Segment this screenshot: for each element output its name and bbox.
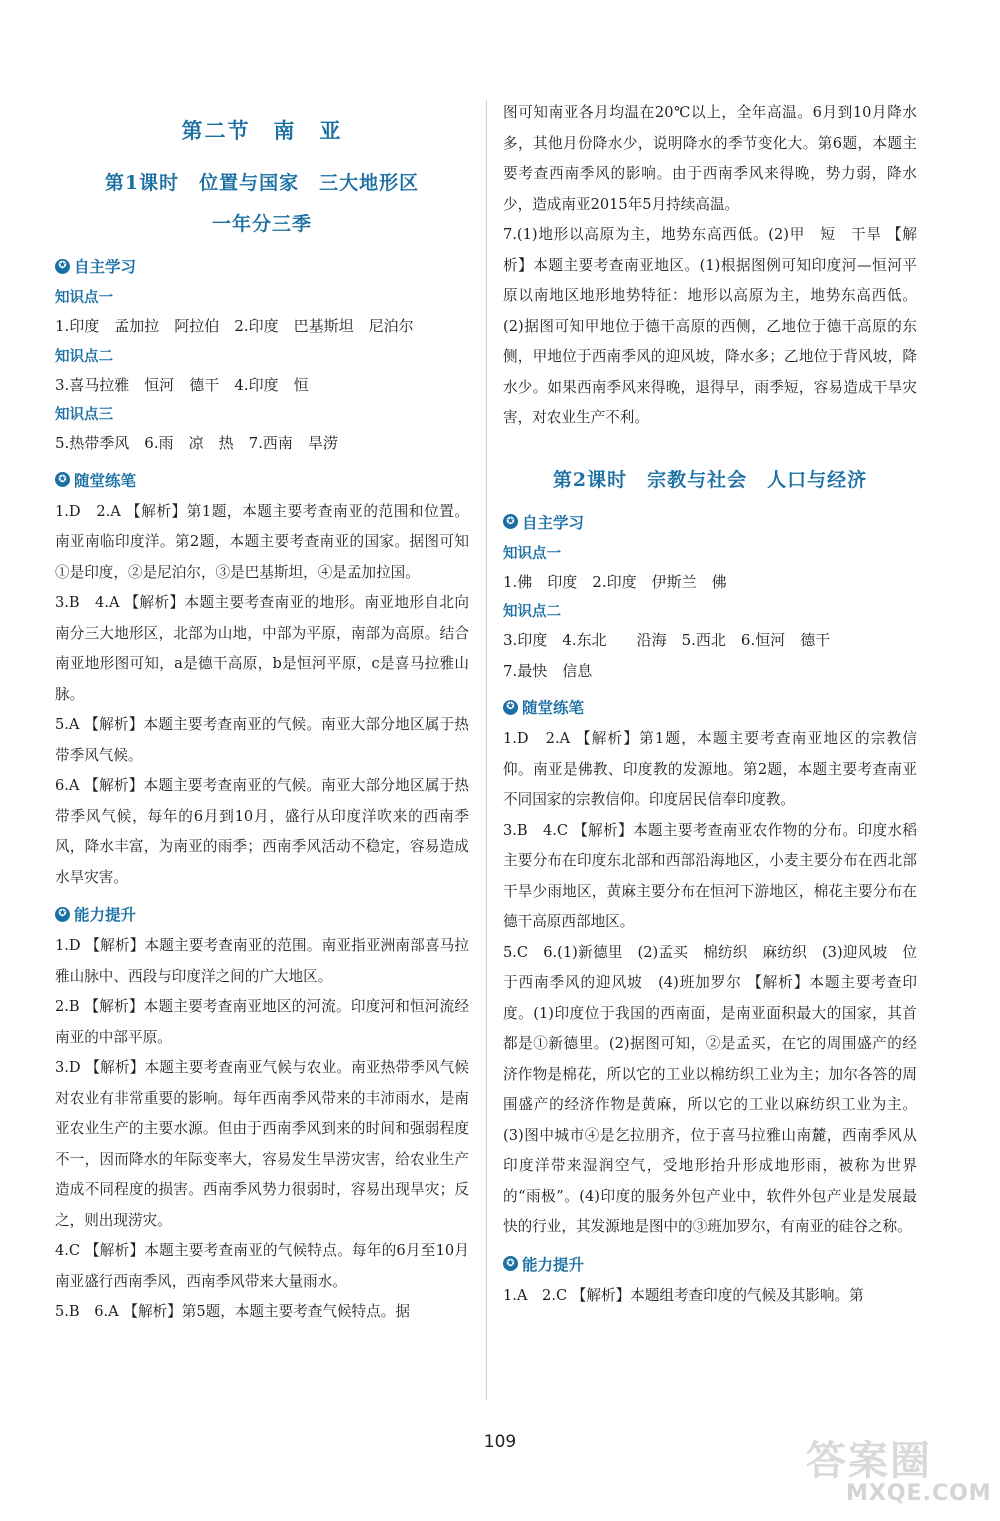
ability-label: 能力提升 [74, 906, 137, 925]
answer-item: 1.D 【解析】本题主要考查南亚的范围。南亚指亚洲南部喜马拉雅山脉中、西段与印度洋之间的广大地区。 [55, 937, 469, 985]
knowledge-point-2: 知识点二 [55, 348, 113, 365]
answer-item: 5.B 6.A 【解析】第5题，本题主要考查气候特点。据 [55, 1303, 410, 1321]
practice-heading [55, 467, 469, 493]
continued-answers [503, 98, 917, 434]
ability-label: 能力提升 [522, 1255, 585, 1274]
answer-item: 6.A 【解析】本题主要考查南亚的气候。南亚大部分地区属于热带季风气候，每年的6月到10月，盛行从印度洋吹来的西南季风，降水丰富，为南亚的雨季；西南季风活动不稳定，容易造成水旱灾害。 [55, 777, 469, 886]
watermark-en: MXQE.COM [846, 1481, 992, 1506]
page-number: 109 [483, 1432, 517, 1452]
self-study-label: 自主学习 [522, 513, 585, 532]
star-icon: ✪ [503, 1256, 518, 1271]
left-column [55, 100, 469, 1328]
self-study-heading [55, 253, 469, 279]
lesson1-title-line2: 一年分三季 [211, 213, 312, 236]
kp3-answer: 5.热带季风 6.雨 凉 热 7.西南 旱涝 [55, 434, 338, 453]
practice-answers [55, 497, 469, 894]
answer-item: 1.D 2.A 【解析】第1题，本题主要考查南亚地区的宗教信仰。南亚是佛教、印度教的发源地。第2题，本题主要考查南亚不同国家的宗教信仰。印度居民信奉印度教。 [503, 730, 917, 808]
practice-heading [503, 694, 917, 720]
ability-heading [503, 1251, 917, 1277]
practice-answers [503, 724, 917, 1243]
practice-label: 随堂练笔 [74, 471, 137, 490]
self-study-label: 自主学习 [74, 258, 137, 277]
answer-item: 1.A 2.C 【解析】本题组考查印度的气候及其影响。第 [503, 1286, 864, 1304]
kp1-answer: 1.印度 孟加拉 阿拉伯 2.印度 巴基斯坦 尼泊尔 [55, 317, 414, 336]
answer-item: 2.B 【解析】本题主要考查南亚地区的河流。印度河和恒河流经南亚的中部平原。 [55, 998, 469, 1046]
star-icon: ✪ [55, 259, 70, 274]
answer-item: 1.D 2.A 【解析】第1题，本题主要考查南亚的范围和位置。南亚南临印度洋。第2题，本题主要考查南亚的国家。据图可知①是印度，②是尼泊尔，③是巴基斯坦，④是孟加拉国。 [55, 502, 469, 581]
answer-item: 7.(1)地形以高原为主，地势东高西低。(2)甲 短 干旱 【解析】本题主要考查南亚地区。(1)根据图例可知印度河—恒河平原以南地区地形地势特征：地形以高原为主，地势东高西低。(2)据图可知甲地位于德干高原的西侧，乙地位于德干高原的东侧，甲地位于西南季风的迎风坡，降水多；乙地位于背风坡，降水少。如果西南季风来得晚，退得早，雨季短，容易造成干旱灾害，对农业生产不利。 [503, 226, 917, 426]
star-icon: ✪ [55, 472, 70, 487]
practice-label: 随堂练笔 [522, 699, 585, 717]
watermark-logo [806, 1429, 996, 1515]
kp2-answer-line2: 7.最快 信息 [503, 661, 593, 680]
star-icon: ✪ [503, 514, 518, 529]
self-study-heading [503, 509, 917, 535]
answer-item: 4.C 【解析】本题主要考查南亚的气候特点。每年的6月至10月南亚盛行西南季风，西南季风带来大量雨水。 [55, 1242, 469, 1290]
right-column [503, 98, 917, 1311]
answer-item: 图可知南亚各月均温在20℃以上，全年高温。6月到10月降水多，其他月份降水少，说明降水的季节变化大。第6题，本题主要考查西南季风的影响。由于西南季风来得晚，势力弱，降水少，造成南亚2015年5月持续高温。 [503, 104, 917, 213]
star-icon: ✪ [55, 907, 70, 922]
knowledge-point-1: 知识点一 [55, 290, 113, 307]
knowledge-point-1: 知识点一 [503, 545, 561, 562]
ability-answers [503, 1281, 917, 1312]
column-divider [486, 100, 487, 1400]
star-icon: ✪ [503, 700, 518, 715]
answer-item: 5.C 6.(1)新德里 (2)孟买 棉纺织 麻纺织 (3)迎风坡 位于西南季风的迎风坡 (4)班加罗尔 【解析】本题主要考查印度。(1)印度位于我国的西南面，是南亚面积最大的国家，其首都是①新德里。(2)据图可知，②是孟买，在它的周围盛产的经济作物是棉花，所以它的工业以棉纺织工业为主；加尔各答的周围盛产的经济作物是黄麻，所以它的工业以麻纺织工业为主。(3)图中城市④是乞拉朋齐，位于喜马拉雅山南麓，西南季风从印度洋带来湿润空气，受地形抬升形成地形雨，被称为世界的“雨极”。(4)印度的服务外包产业中，软件外包产业是发展最快的行业，其发源地是图中的③班加罗尔，有南亚的硅谷之称。 [503, 943, 917, 1235]
kp1-answer: 1.佛 印度 2.印度 伊斯兰 佛 [503, 572, 727, 591]
section-title: 第二节 南 亚 [181, 118, 343, 143]
answer-item: 5.A 【解析】本题主要考查南亚的气候。南亚大部分地区属于热带季风气候。 [55, 716, 469, 764]
kp2-answer-line1: 3.印度 4.东北 沿海 5.西北 6.恒河 德干 [503, 631, 831, 649]
ability-heading [55, 901, 469, 927]
answer-item: 3.B 4.C 【解析】本题主要考查南亚农作物的分布。印度水稻主要分布在印度东北部和西部沿海地区，小麦主要分布在西北部干旱少雨地区，黄麻主要分布在恒河下游地区，棉花主要分布在德干高原西部地区。 [503, 821, 917, 930]
watermark-cn: 答案圈 [806, 1438, 932, 1484]
lesson1-title-line1: 第1课时 位置与国家 三大地形区 [104, 172, 420, 195]
knowledge-point-3: 知识点三 [55, 407, 113, 424]
kp2-answer: 3.喜马拉雅 恒河 德干 4.印度 恒 [55, 375, 309, 394]
answer-item: 3.D 【解析】本题主要考查南亚气候与农业。南亚热带季风气候对农业有非常重要的影响。每年西南季风带来的丰沛雨水，是南亚农业生产的主要水源。但由于西南季风到来的时间和强弱程度不一，因而降水的年际变率大，容易发生旱涝灾害，给农业生产造成不同程度的损害。西南季风势力很弱时，容易出现旱灾；反之，则出现涝灾。 [55, 1059, 469, 1229]
answer-item: 3.B 4.A 【解析】本题主要考查南亚的地形。南亚地形自北向南分三大地形区，北部为山地，中部为平原，南部为高原。结合南亚地形图可知，a是德干高原，b是恒河平原，c是喜马拉雅山脉。 [55, 594, 469, 703]
lesson2-title: 第2课时 宗教与社会 人口与经济 [552, 468, 868, 491]
knowledge-point-2: 知识点二 [503, 604, 561, 620]
ability-answers [55, 931, 469, 1328]
